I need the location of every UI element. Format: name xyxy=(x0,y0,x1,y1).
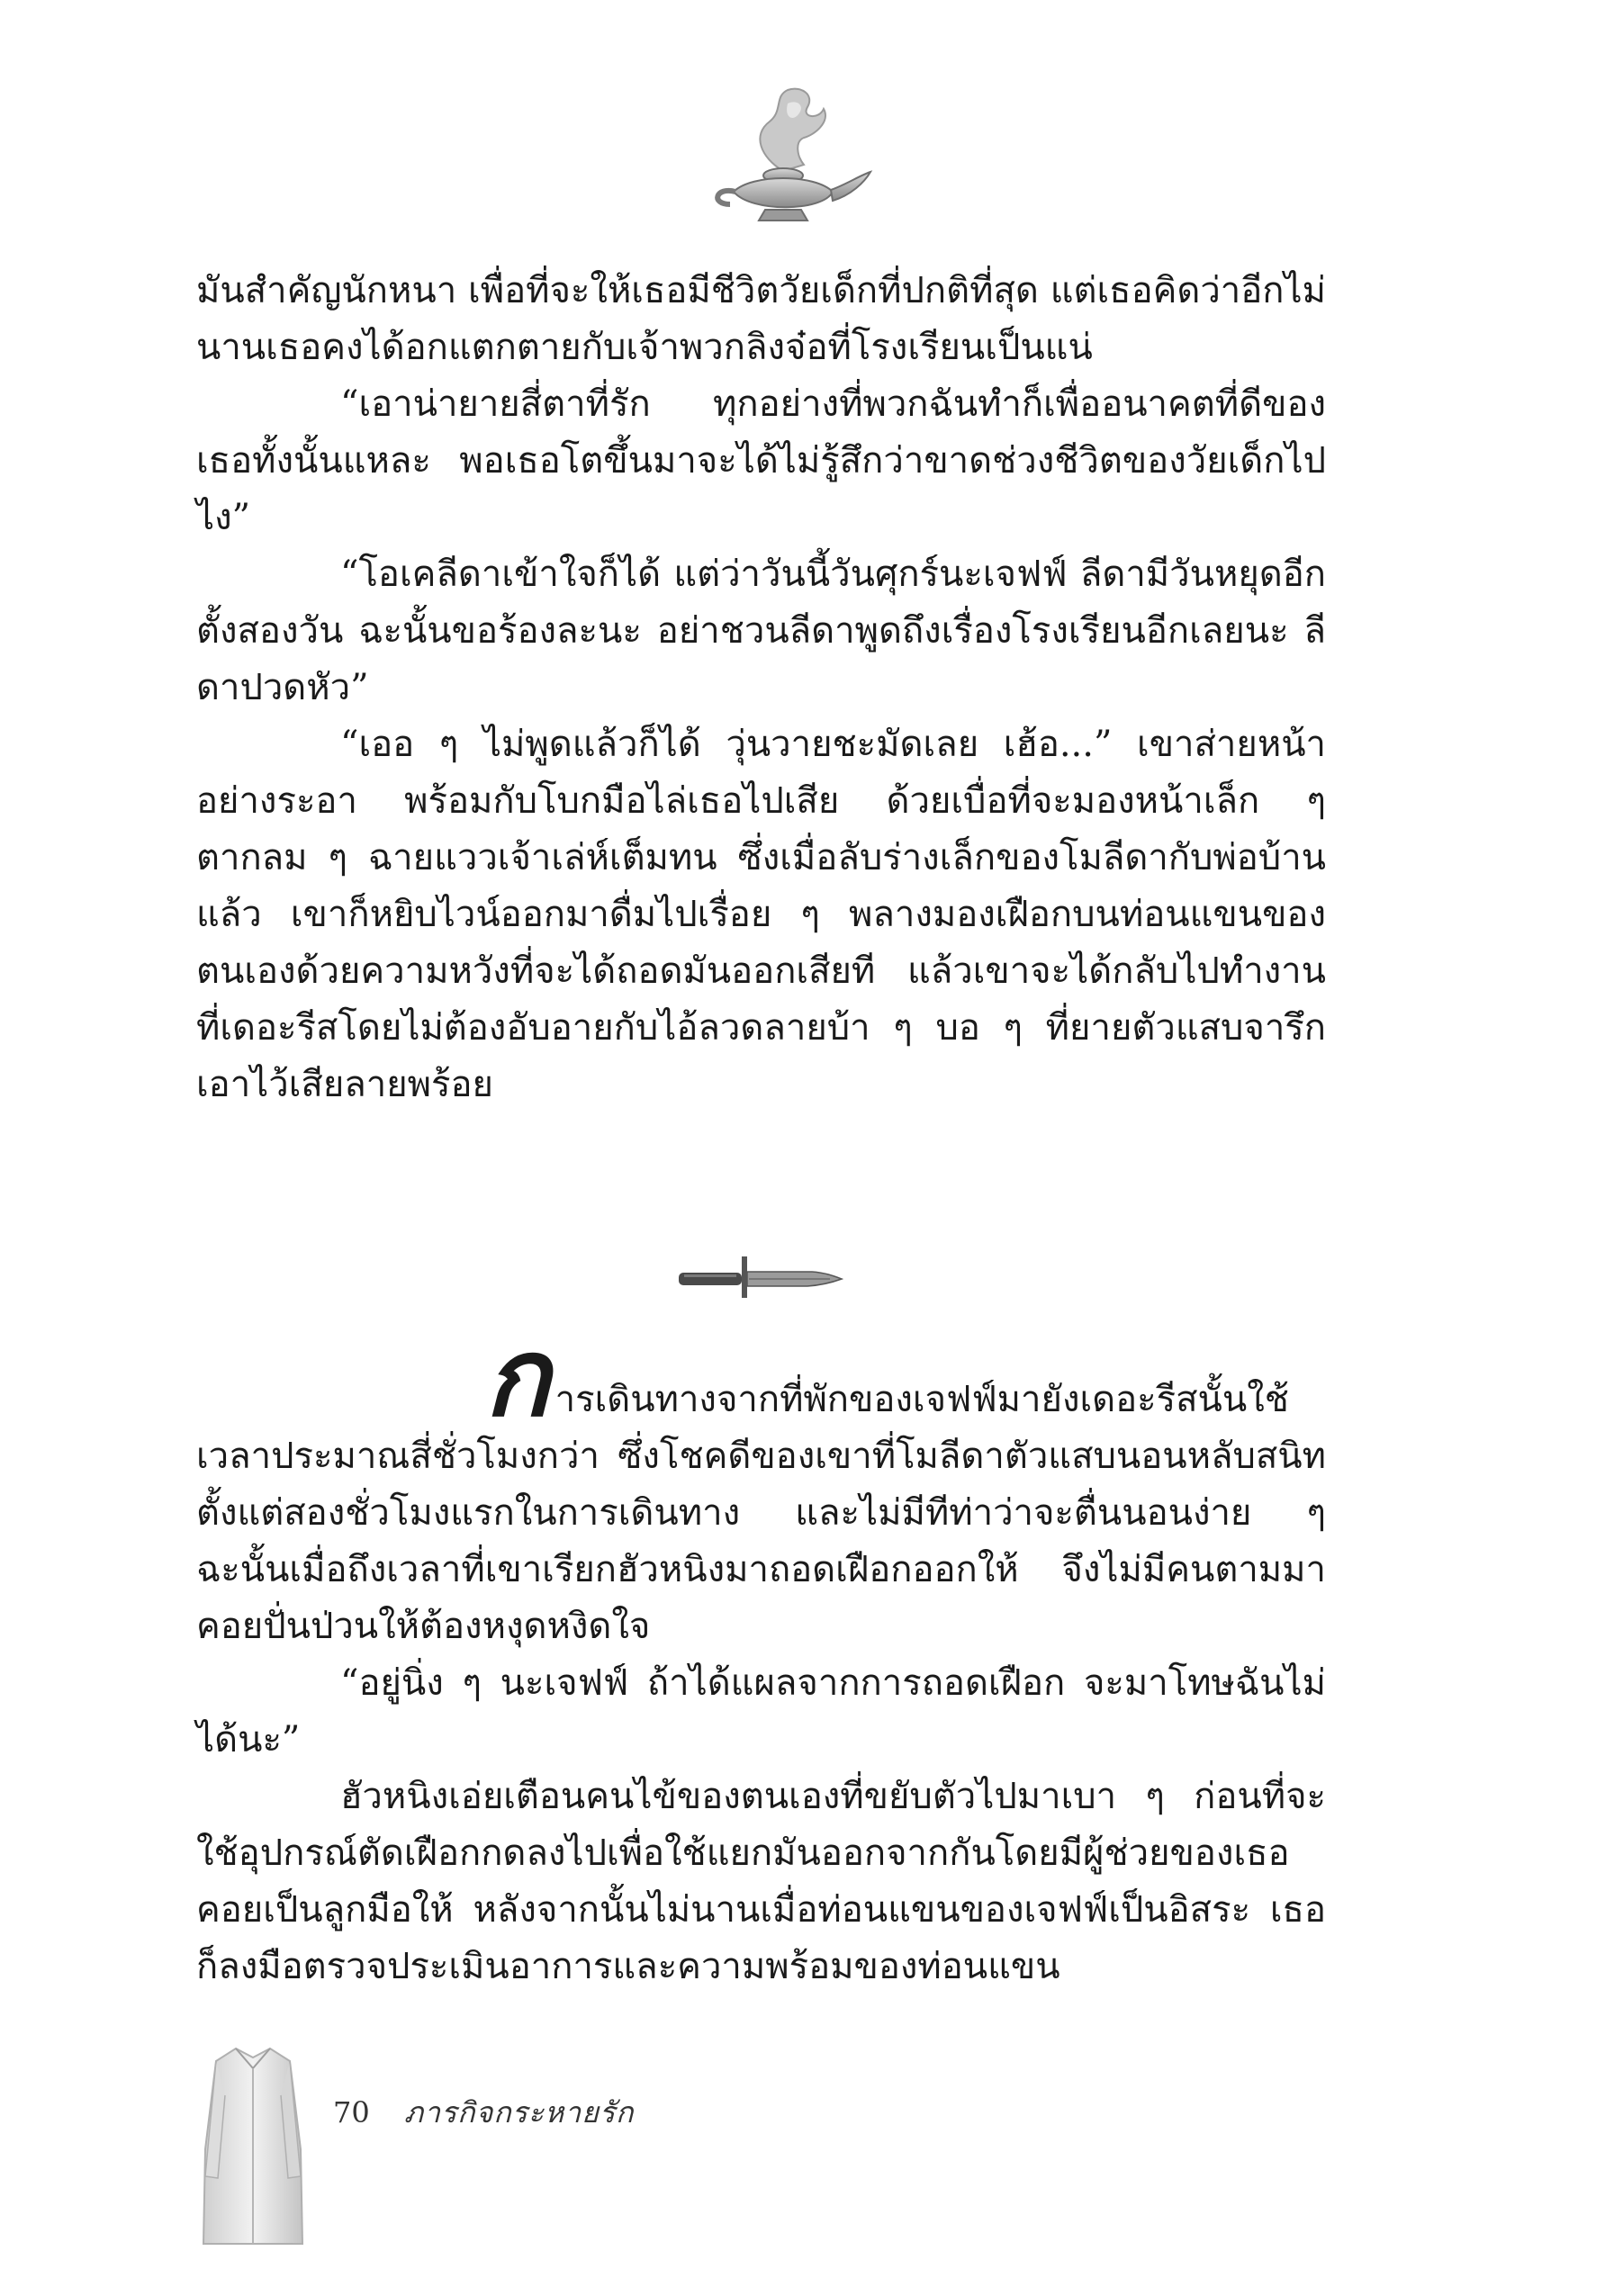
section-2 xyxy=(196,1316,1326,1995)
shirt-icon xyxy=(200,2041,306,2250)
paragraph-text: ารเดินทางจากที่พักของเจฟฟ์มายังเดอะรีสนั้นใช้เวลาประมาณสี่ชั่วโมงกว่า ซึ่งโชคดีของเขาที่โมลีดาตัวแสบนอนหลับสนิทตั้งแต่สองชั่วโมงแรกในการเดินทาง และไม่มีทีท่าว่าจะตื่นนอนง่าย ๆ ฉะนั้นเมื่อถึงเวลาที่เขาเรียกฮัวหนิงมาถอดเฝือกออกให้ จึงไม่มีคนตามมาคอยปั่นป่วนให้ต้องหงุดหงิดใจ xyxy=(196,1379,1326,1647)
paragraph: ฮัวหนิงเอ่ยเตือนคนไข้ของตนเองที่ขยับตัวไปมาเบา ๆ ก่อนที่จะใช้อุปกรณ์ตัดเฝือกกดลงไปเพื่อใช้แยกมันออกจากกันโดยมีผู้ช่วยของเธอคอยเป็นลูกมือให้ หลังจากนั้นไม่นานเมื่อท่อนแขนของเจฟฟ์เป็นอิสระ เธอก็ลงมือตรวจประเมินอาการและความพร้อมของท่อนแขน xyxy=(196,1776,1326,1987)
book-title: ภารกิจกระหายรัก xyxy=(403,2095,635,2129)
paragraph: “เออ ๆ ไม่พูดแล้วก็ได้ วุ่นวายชะมัดเลย เฮ้อ...” เขาส่ายหน้าอย่างระอา พร้อมกับโบกมือไล่เธอไปเสีย ด้วยเบื่อที่จะมองหน้าเล็ก ๆ ตากลม ๆ ฉายแววเจ้าเล่ห์เต็มทน ซึ่งเมื่อลับร่างเล็กของโมลีดากับพ่อบ้านแล้ว เขาก็หยิบไวน์ออกมาดื่มไปเรื่อย ๆ พลางมองเฝือกบนท่อนแขนของตนเองด้วยความหวังที่จะได้ถอดมันออกเสียที แล้วเขาจะได้กลับไปทำงานที่เดอะรีสโดยไม่ต้องอับอายกับไอ้ลวดลายบ้า ๆ บอ ๆ ที่ยายตัวแสบจารึกเอาไว้เสียลายพร้อย xyxy=(196,724,1326,1105)
paragraph: “โอเคลีดาเข้าใจก็ได้ แต่ว่าวันนี้วันศุกร์นะเจฟฟ์ ลีดามีวันหยุดอีกตั้งสองวัน ฉะนั้นขอร้องละนะ อย่าชวนลีดาพูดถึงเรื่องโรงเรียนอีกเลยนะ ลีดาปวดหัว” xyxy=(196,554,1326,708)
paragraph xyxy=(196,1316,1326,1655)
drop-cap: ก xyxy=(484,1316,550,1441)
paragraph: มันสำคัญนักหนา เพื่อที่จะให้เธอมีชีวิตวัยเด็กที่ปกติที่สุด แต่เธอคิดว่าอีกไม่นานเธอคงได้อกแตกตายกับเจ้าพวกลิงจ๋อที่โรงเรียนเป็นแน่ xyxy=(196,270,1326,368)
section-1 xyxy=(196,263,1326,1113)
genie-lamp-icon xyxy=(698,86,878,234)
knife-icon xyxy=(677,1249,843,1303)
paragraph: “เอาน่ายายสี่ตาที่รัก ทุกอย่างที่พวกฉันทำก็เพื่ออนาคตที่ดีของเธอทั้งนั้นแหละ พอเธอโตขึ้นมาจะได้ไม่รู้สึกว่าขาดช่วงชีวิตของวัยเด็กไปไง” xyxy=(196,383,1326,538)
page-number: 70 xyxy=(333,2095,370,2129)
page-footer xyxy=(333,2090,634,2136)
paragraph: “อยู่นิ่ง ๆ นะเจฟฟ์ ถ้าได้แผลจากการถอดเฝือก จะมาโทษฉันไม่ได้นะ” xyxy=(196,1662,1326,1760)
